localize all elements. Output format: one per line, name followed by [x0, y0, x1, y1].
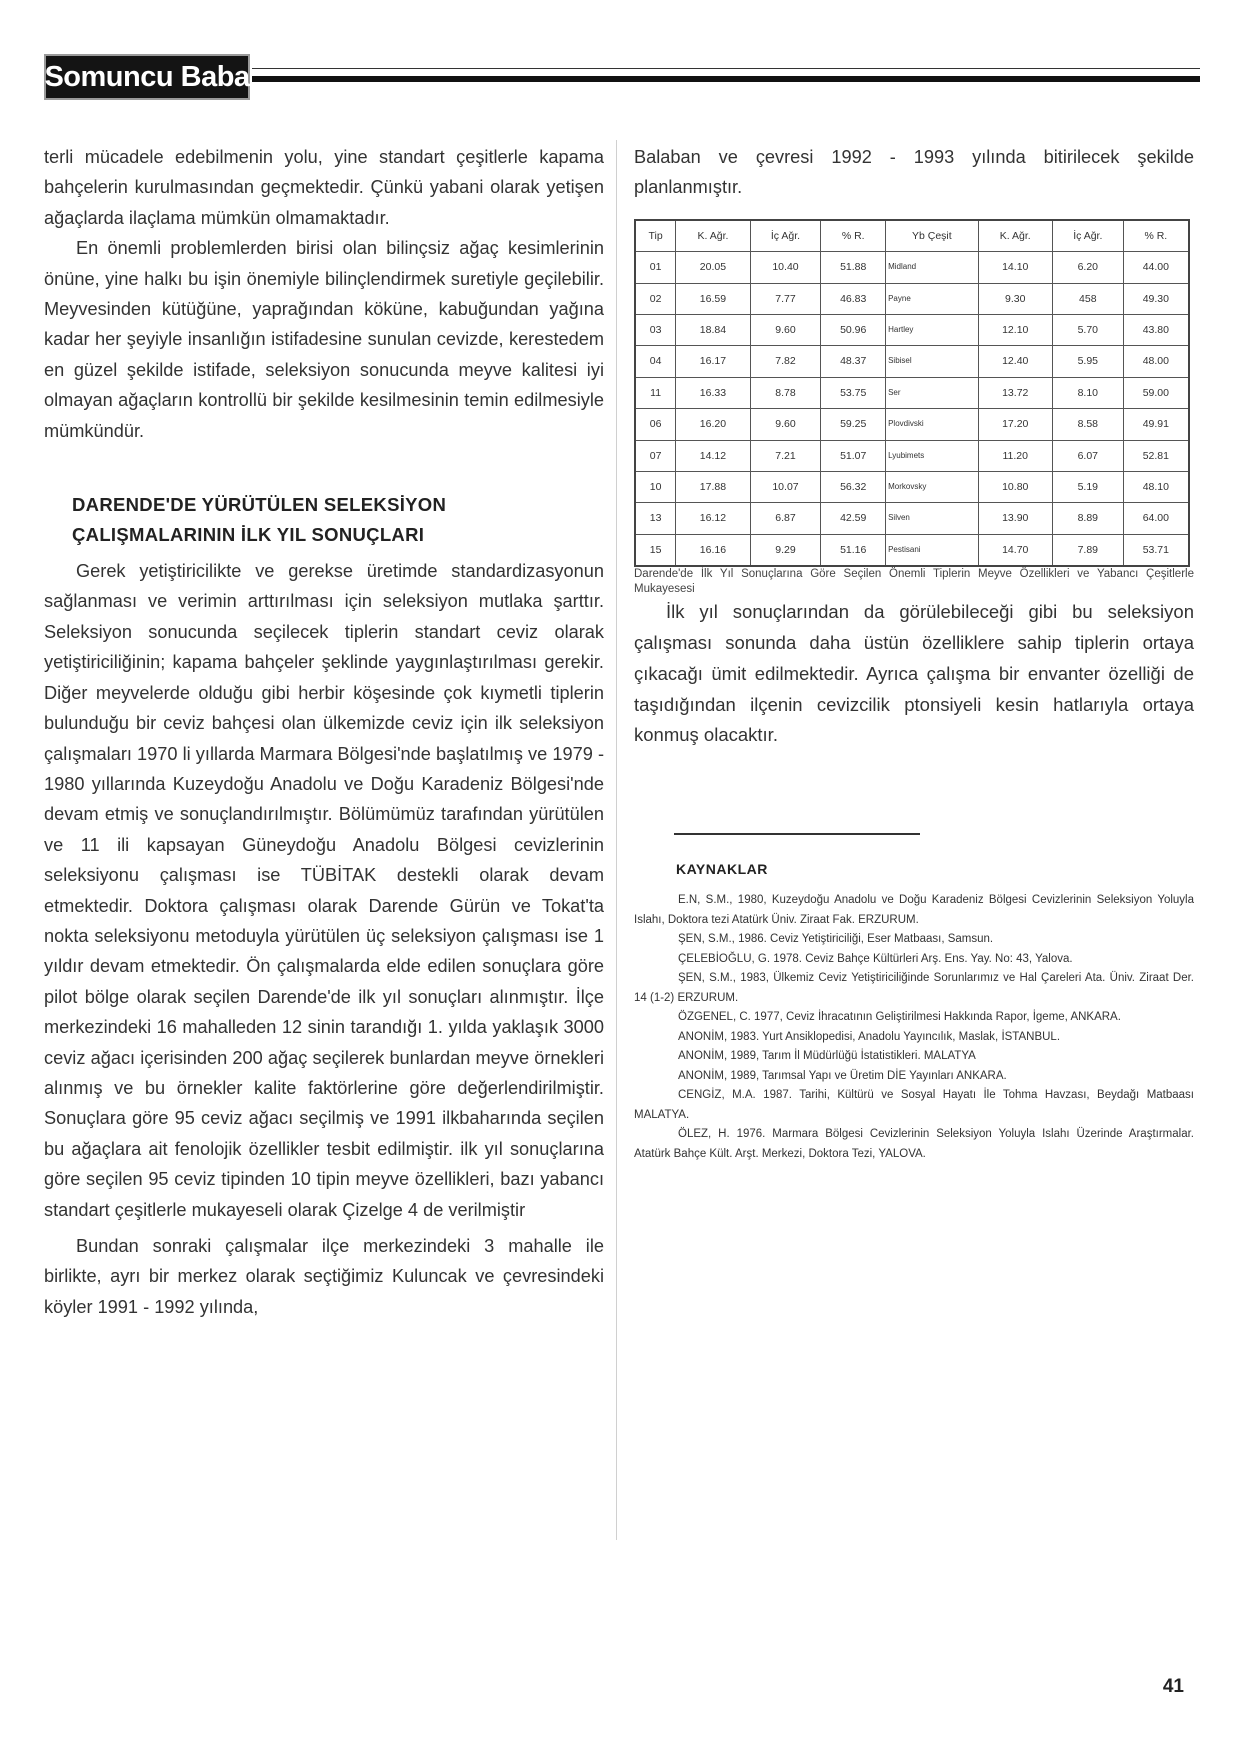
table-cell: 11 — [635, 377, 676, 408]
table-cell: Pestisani — [886, 534, 978, 566]
table-header: İç Ağr. — [1052, 220, 1123, 252]
paragraph: terli mücadele edebilmenin yolu, yine standart çeşitlerle kapama bahçelerin kurulmasından geçmektedir. Çünkü yabani olarak yetişen ağaçlarda ilaçlama mümkün olmamaktadır. — [44, 147, 604, 228]
table-cell: Payne — [886, 283, 978, 314]
right-column — [634, 142, 1194, 1164]
table-cell: 17.20 — [978, 409, 1052, 440]
table-cell: 16.33 — [676, 377, 750, 408]
table-cell: Sibisel — [886, 346, 978, 377]
table-cell: Silven — [886, 503, 978, 534]
table-cell: 06 — [635, 409, 676, 440]
table-cell: 44.00 — [1123, 252, 1189, 283]
table-caption: Darende'de İlk Yıl Sonuçlarına Göre Seçilen Önemli Tiplerin Meyve Özellikleri ve Yabancı Çeşitlerle Mukayesesi — [634, 568, 1194, 596]
table-row — [635, 472, 1189, 503]
page-header — [40, 48, 1200, 110]
table-cell: 8.58 — [1052, 409, 1123, 440]
table-cell: 14.70 — [978, 534, 1052, 566]
table-cell: 7.82 — [750, 346, 821, 377]
table-cell: 14.10 — [978, 252, 1052, 283]
table-cell: 52.81 — [1123, 440, 1189, 471]
table-header: Tip — [635, 220, 676, 252]
table-cell: 16.16 — [676, 534, 750, 566]
comparison-table — [634, 219, 1190, 567]
section-title — [72, 490, 604, 550]
table-header: Yb Çeşit — [886, 220, 978, 252]
reference-item: E.N, S.M., 1980, Kuzeydoğu Anadolu ve Doğu Karadeniz Bölgesi Cevizlerinin Seleksiyon Yoluyla Islahı, Doktora tezi Atatürk Üniv. Ziraat Fak. ERZURUM. — [634, 894, 1194, 926]
table-row — [635, 440, 1189, 471]
table-row — [635, 252, 1189, 283]
table-row — [635, 346, 1189, 377]
table-cell: 07 — [635, 440, 676, 471]
table-header: K. Ağr. — [676, 220, 750, 252]
table-cell: 48.00 — [1123, 346, 1189, 377]
left-column — [44, 142, 604, 1322]
paragraph: En önemli problemlerden birisi olan bilinçsiz ağaç kesimlerinin önüne, yine halkı bu işin önemiyle bilinçlendirmek suretiyle geçilebilir. Meyvesinden kütüğüne, yaprağından köküne, kabuğundan yağına kadar her şeyiyle insanlığın istifadesine sunulan cevizde, kerestedem en güzel şekilde istifade, seleksiyon sonucunda meyve kalitesi iyi olmayan ağaçların kontrollü bir şekilde kesilmesinin temin edilmesiyle mümkündür. — [44, 238, 604, 441]
table-row — [635, 534, 1189, 566]
table-header: İç Ağr. — [750, 220, 821, 252]
table-body — [635, 252, 1189, 567]
table-cell: 03 — [635, 315, 676, 346]
reference-item: ANONİM, 1983. Yurt Ansiklopedisi, Anadolu Yayıncılık, Maslak, İSTANBUL. — [678, 1030, 1061, 1043]
table-header: % R. — [821, 220, 886, 252]
page-number: 41 — [1162, 1676, 1184, 1697]
table-cell: Ser — [886, 377, 978, 408]
table-cell: 53.75 — [821, 377, 886, 408]
table-cell: 5.95 — [1052, 346, 1123, 377]
reference-item: ŞEN, S.M., 1983, Ülkemiz Ceviz Yetiştiriciliğinde Sorunlarımız ve Hal Çareleri Ata. Üniv. Ziraat Der. 14 (1-2) ERZURUM. — [634, 972, 1194, 1004]
table-cell: 42.59 — [821, 503, 886, 534]
table-cell: 16.59 — [676, 283, 750, 314]
reference-item: ANONİM, 1989, Tarım İl Müdürlüğü İstatistikleri. MALATYA — [678, 1050, 976, 1063]
table-cell: 16.12 — [676, 503, 750, 534]
table-cell: 14.12 — [676, 440, 750, 471]
table-cell: 9.29 — [750, 534, 821, 566]
table-header: K. Ağr. — [978, 220, 1052, 252]
table-cell: 15 — [635, 534, 676, 566]
table-cell: 13.72 — [978, 377, 1052, 408]
reference-item: ÇELEBİOĞLU, G. 1978. Ceviz Bahçe Kültürleri Arş. Ens. Yay. No: 43, Yalova. — [678, 952, 1073, 965]
header-rule-thin — [252, 68, 1200, 69]
paragraph: Balaban ve çevresi 1992 - 1993 yılında bitirilecek şekilde planlanmıştır. — [634, 147, 1194, 198]
table-row — [635, 377, 1189, 408]
table-cell: 48.10 — [1123, 472, 1189, 503]
table-cell: Lyubimets — [886, 440, 978, 471]
table-row — [635, 503, 1189, 534]
table-cell: 51.07 — [821, 440, 886, 471]
table-cell: 7.21 — [750, 440, 821, 471]
table-cell: 6.20 — [1052, 252, 1123, 283]
table-cell: 17.88 — [676, 472, 750, 503]
table-cell: 20.05 — [676, 252, 750, 283]
references-title: KAYNAKLAR — [676, 861, 768, 878]
table-cell: 11.20 — [978, 440, 1052, 471]
section-title-line: ÇALIŞMALARININ İLK YIL SONUÇLARI — [72, 524, 425, 546]
table-cell: 04 — [635, 346, 676, 377]
table-cell: Midland — [886, 252, 978, 283]
table-cell: 59.00 — [1123, 377, 1189, 408]
references-rule — [674, 833, 920, 835]
header-rule-thick — [252, 76, 1200, 82]
table-cell: 43.80 — [1123, 315, 1189, 346]
paragraph: İlk yıl sonuçlarından da görülebileceği gibi bu seleksiyon çalışması sonunda daha üstün özelliklere sahip tiplerin ortaya çıkacağı ümit edilmektedir. Ayrıca çalışma bir envanter özelliği de taşıdığından ilçenin cevizcilik ptonsiyeli kesin hatlarıyla ortaya konmuş olacaktır. — [634, 601, 1194, 746]
table-cell: 6.07 — [1052, 440, 1123, 471]
table-cell: 8.10 — [1052, 377, 1123, 408]
table-cell: 5.70 — [1052, 315, 1123, 346]
magazine-logo: Somuncu Baba — [44, 54, 250, 100]
reference-item: ÖZGENEL, C. 1977, Ceviz İhracatının Geliştirilmesi Hakkında Rapor, İgeme, ANKARA. — [678, 1011, 1121, 1024]
table-cell: 16.20 — [676, 409, 750, 440]
reference-item: ŞEN, S.M., 1986. Ceviz Yetiştiriciliği, Eser Matbaası, Samsun. — [678, 933, 994, 946]
table-cell: 7.89 — [1052, 534, 1123, 566]
table-cell: 5.19 — [1052, 472, 1123, 503]
table-cell: 10 — [635, 472, 676, 503]
table-cell: 10.07 — [750, 472, 821, 503]
section-title-line: DARENDE'DE YÜRÜTÜLEN SELEKSİYON — [72, 494, 447, 516]
table-cell: 8.78 — [750, 377, 821, 408]
reference-item: ANONİM, 1989, Tarımsal Yapı ve Üretim DİE Yayınları ANKARA. — [678, 1069, 1007, 1082]
table-cell: 7.77 — [750, 283, 821, 314]
table-cell: 02 — [635, 283, 676, 314]
table-cell: 59.25 — [821, 409, 886, 440]
reference-item: CENGİZ, M.A. 1987. Tarihi, Kültürü ve Sosyal Hayatı İle Tohma Havzası, Beydağı Matbaası MALATYA. — [634, 1089, 1194, 1121]
reference-item: ÖLEZ, H. 1976. Marmara Bölgesi Cevizlerinin Seleksiyon Yoluyla Islahı Üzerinde Araştırmalar. Atatürk Bahçe Kült. Arşt. Merkezi, Doktora Tezi, YALOVA. — [634, 1128, 1194, 1160]
table-cell: 64.00 — [1123, 503, 1189, 534]
table-cell: 50.96 — [821, 315, 886, 346]
references-list — [634, 891, 1194, 1164]
paragraph: Bundan sonraki çalışmalar ilçe merkezindeki 3 mahalle ile birlikte, ayrı bir merkez olarak seçtiğimiz Kuluncak ve çevresindeki köyler 1991 - 1992 yılında, — [44, 1236, 604, 1317]
table-cell: 8.89 — [1052, 503, 1123, 534]
paragraph: Gerek yetiştiricilikte ve gerekse üretimde standardizasyonun sağlanması ve verimin arttırılması için seleksiyon mutlaka şarttır. Seleksiyon sonucunda seçilecek tiplerin standart ceviz olarak yetiştiriciliğinin; kapama bahçeler şeklinde yaygınlaştırılması gerekir. Diğer meyvelerde olduğu gibi herbir köşesinde çok kıymetli tiplerin bulunduğu bir ceviz bahçesi olan ülkemizde ceviz için ilk seleksiyon çalışmaları 1970 li yıllarda Marmara Bölgesi'nde başlatılmış ve 1979 - 1980 yıllarında Kuzeydoğu Anadolu ve Doğu Karadeniz Bölgesi'nde devam etmiş ve sonuçlandırılmıştır. Bölümümüz tarafından yürütülen ve 11 ili kapsayan Güneydoğu Anadolu Bölgesi cevizlerinin seleksiyonu çalışması ise TÜBİTAK destekli olarak devam etmektedir. Doktora çalışması olarak Darende Gürün ve Tokat'ta nokta seleksiyonu metoduyla yürütülen üç seleksiyon çalışması ise 1 yıldır devam etmektedir. Ön çalışmalarda elde edilen sonuçlara göre pilot bölge olarak seçilen Darende'de ilk yıl sonuçları alınmıştır. İlçe merkezindeki 16 mahalleden 12 sinin tarandığı 1. yılda yaklaşık 3000 ceviz ağacı içerisinden 200 ağaç seçilerek bunlardan meyve örnekleri alınmış ve bu örnekler kalite faktörlerine göre değerlendirilmiştir. Sonuçlara göre 95 ceviz ağacı seçilmiş ve 1991 ilkbaharında seçilen bu ağaçlara ait fenolojik özellikler tesbit edilmiştir. ilk yıl sonuçlarına göre seçilen 95 ceviz tipinden 10 tipin meyve özellikleri, bazı yabancı standart çeşitlerle mukayeseli olarak Çizelge 4 de verilmiştir — [44, 561, 604, 1220]
table-cell: 13 — [635, 503, 676, 534]
table-header-row — [635, 220, 1189, 252]
table-cell: 51.88 — [821, 252, 886, 283]
table-cell: 12.10 — [978, 315, 1052, 346]
table-row — [635, 315, 1189, 346]
table-cell: 56.32 — [821, 472, 886, 503]
column-divider — [616, 140, 617, 1540]
table-cell: 49.30 — [1123, 283, 1189, 314]
table-cell: Plovdivski — [886, 409, 978, 440]
table-cell: Hartley — [886, 315, 978, 346]
table-cell: 53.71 — [1123, 534, 1189, 566]
table-cell: 9.60 — [750, 315, 821, 346]
table-cell: 13.90 — [978, 503, 1052, 534]
table-cell: 458 — [1052, 283, 1123, 314]
table-cell: 51.16 — [821, 534, 886, 566]
table-cell: 10.40 — [750, 252, 821, 283]
table-cell: Morkovsky — [886, 472, 978, 503]
table-cell: 16.17 — [676, 346, 750, 377]
table-cell: 6.87 — [750, 503, 821, 534]
table-row — [635, 409, 1189, 440]
table-cell: 49.91 — [1123, 409, 1189, 440]
table-cell: 46.83 — [821, 283, 886, 314]
table-cell: 48.37 — [821, 346, 886, 377]
table-header: % R. — [1123, 220, 1189, 252]
table-cell: 9.30 — [978, 283, 1052, 314]
table-cell: 9.60 — [750, 409, 821, 440]
table-cell: 01 — [635, 252, 676, 283]
table-cell: 12.40 — [978, 346, 1052, 377]
table-cell: 18.84 — [676, 315, 750, 346]
table-row — [635, 283, 1189, 314]
table-cell: 10.80 — [978, 472, 1052, 503]
